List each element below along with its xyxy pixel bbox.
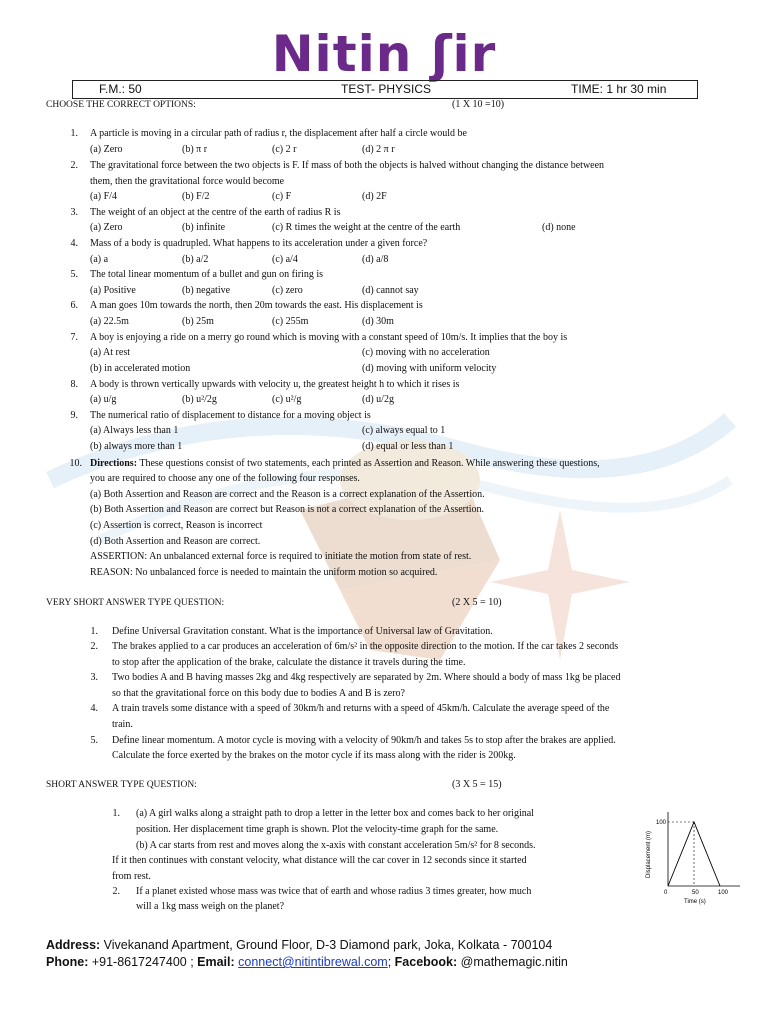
option: (c) 255m (272, 316, 309, 327)
phone-label: Phone: (46, 955, 89, 969)
option: (a) u/g (90, 394, 117, 405)
graph-xlabel: Time (s) (684, 899, 706, 905)
option: (c) u²/g (272, 394, 302, 405)
option: (d) equal or less than 1 (362, 441, 454, 452)
question-number: 7. (70, 332, 78, 343)
sa-heading: SHORT ANSWER TYPE QUESTION: (46, 780, 197, 790)
question-text: Calculate the force exerted by the brakes on the motor cycle if its mass along with the rider is 200kg. (112, 750, 516, 761)
option: (b) F/2 (182, 191, 210, 202)
question-text: The brakes applied to a car produces an acceleration of 6m/s² in the opposite direction to the motion. If the car takes 2 seconds (112, 641, 619, 652)
option: (c) R times the weight at the centre of the earth (272, 222, 461, 233)
sa-marks: (3 X 5 = 15) (452, 779, 502, 790)
question-text: If a planet existed whose mass was twice that of earth and whose radius 3 times greater, how much (136, 886, 532, 897)
question-text: (b) A car starts from rest and moves along the x-axis with constant acceleration 5m/s² for 8 seconds. (136, 840, 536, 851)
address-text: Vivekanand Apartment, Ground Floor, D-3 Diamond park, Joka, Kolkata - 700104 (100, 938, 553, 952)
question-text: so that the gravitational force on this body due to bodies A and B is zero? (112, 688, 405, 699)
test-time: TIME: 1 hr 30 min (571, 82, 667, 96)
facebook-text: @mathemagic.nitin (457, 955, 568, 969)
question-number: 2. (70, 160, 78, 171)
question-number: 2. (112, 886, 120, 897)
graph-xtick: 100 (718, 890, 729, 896)
question-text: them, then the gravitational force would become (90, 176, 285, 187)
graph-xtick: 0 (664, 890, 668, 896)
question-text: Define linear momentum. A motor cycle is moving with a velocity of 90km/h and takes 5s to stop after the brakes are applied. (112, 735, 616, 746)
option: (a) a (90, 254, 109, 265)
option: (d) moving with uniform velocity (362, 363, 497, 374)
question-text: (c) Assertion is correct, Reason is incorrect (90, 520, 263, 531)
question-text: The total linear momentum of a bullet and gun on firing is (90, 269, 324, 280)
option: (a) At rest (90, 347, 130, 358)
mcq-heading: CHOOSE THE CORRECT OPTIONS: (46, 100, 196, 110)
contact-line (46, 955, 568, 969)
address-line (46, 938, 552, 952)
option: (b) u²/2g (182, 394, 217, 405)
question-text: A boy is enjoying a ride on a merry go round which is moving with a constant speed of 10m/s. It implies that the boy is (90, 332, 568, 343)
option: (c) zero (272, 285, 303, 296)
separator: ; (387, 955, 395, 969)
mcq-marks: (1 X 10 =10) (452, 99, 505, 110)
option: (b) negative (182, 285, 231, 296)
displacement-time-graph (640, 806, 750, 906)
question-text: (b) Both Assertion and Reason are correct but Reason is not a correct explanation of the Assertion. (90, 504, 485, 515)
question-number: 9. (70, 410, 78, 421)
question-number: 3. (90, 672, 98, 683)
question-number: 4. (90, 703, 98, 714)
question-number: 10. (69, 458, 82, 469)
question-text: from rest. (112, 871, 151, 882)
option: (a) 22.5m (90, 316, 129, 327)
option: (d) none (542, 222, 576, 233)
option: (b) infinite (182, 222, 226, 233)
option: (d) a/8 (362, 254, 389, 265)
question-number: 2. (90, 641, 98, 652)
question-text: REASON: No unbalanced force is needed to maintain the uniform motion so acquired. (90, 567, 438, 578)
option: (c) F (272, 191, 292, 202)
question-text: train. (112, 719, 133, 730)
brand-logo: Nitin ʃir (271, 25, 497, 83)
question-text: If it then continues with constant velocity, what distance will the car cover in 12 seconds since it started (112, 855, 527, 866)
option: (a) F/4 (90, 191, 117, 202)
question-text: A particle is moving in a circular path of radius r, the displacement after half a circle would be (90, 128, 467, 139)
question-text: Two bodies A and B having masses 2kg and 4kg respectively are separated by 2m. Where should a body of mass 1kg be placed (112, 672, 621, 683)
facebook-label: Facebook: (394, 955, 458, 969)
option: (c) moving with no acceleration (362, 347, 490, 358)
option: (a) Always less than 1 (90, 425, 179, 436)
graph-xtick: 50 (692, 890, 699, 896)
question-text: The gravitational force between the two objects is F. If mass of both the objects is halved without changing the distance between (90, 160, 605, 171)
question-text: will a 1kg mass weigh on the planet? (136, 901, 285, 912)
question-text: A body is thrown vertically upwards with velocity u, the greatest height h to which it rises is (90, 379, 460, 390)
question-number: 1. (90, 626, 98, 637)
question-number: 1. (70, 128, 78, 139)
graph-ylabel: Displacement (m) (646, 830, 652, 878)
option: (b) a/2 (182, 254, 209, 265)
question-number: 6. (70, 300, 78, 311)
vsa-marks: (2 X 5 = 10) (452, 597, 502, 608)
option: (b) π r (182, 144, 208, 155)
question-text: (a) Both Assertion and Reason are correct and the Reason is a correct explanation of the Assertion. (90, 489, 485, 500)
question-number: 1. (112, 808, 120, 819)
option: (b) 25m (182, 316, 214, 327)
graph-ytick: 100 (656, 820, 667, 826)
full-marks: F.M.: 50 (99, 82, 142, 96)
email-label: Email: (197, 955, 235, 969)
option: (b) in accelerated motion (90, 363, 191, 374)
directions-label: Directions: (90, 458, 138, 469)
option: (d) 2 π r (362, 144, 395, 155)
question-number: 4. (70, 238, 78, 249)
option: (d) 2F (362, 191, 387, 202)
question-text: (d) Both Assertion and Reason are correct. (90, 536, 261, 547)
question-text: (a) A girl walks along a straight path to drop a letter in the letter box and comes back to her original (136, 808, 534, 819)
question-number: 5. (90, 735, 98, 746)
question-text: ASSERTION: An unbalanced external force is required to initiate the motion from state of rest. (90, 551, 472, 562)
email-link[interactable]: connect@nitintibrewal.com (238, 955, 388, 969)
option: (d) 30m (362, 316, 394, 327)
phone-text: +91-8617247400 ; (88, 955, 198, 969)
question-text: A train travels some distance with a speed of 30km/h and returns with a speed of 45km/h. Calculate the average speed of the (112, 703, 610, 714)
question-text: The weight of an object at the centre of the earth of radius R is (90, 207, 341, 218)
option: (b) always more than 1 (90, 441, 183, 452)
question-number: 3. (70, 207, 78, 218)
test-header-box (72, 80, 698, 99)
question-text: Define Universal Gravitation constant. What is the importance of Universal law of Gravitation. (112, 626, 493, 637)
question-number: 5. (70, 269, 78, 280)
option: (a) Positive (90, 285, 136, 296)
question-text: to stop after the application of the brake, calculate the distance it travels during the time. (112, 657, 466, 668)
question-text: A man goes 10m towards the north, then 20m towards the east. His displacement is (90, 300, 423, 311)
directions-text: These questions consist of two statements, each printed as Assertion and Reason. While answering these questions, (137, 458, 600, 469)
question-text: Mass of a body is quadrupled. What happens to its acceleration under a given force? (90, 238, 428, 249)
option: (a) Zero (90, 222, 123, 233)
question-text: you are required to choose any one of the following four responses. (90, 473, 360, 484)
address-label: Address: (46, 938, 101, 952)
option: (d) u/2g (362, 394, 394, 405)
test-title: TEST- PHYSICS (341, 82, 432, 96)
question-text: position. Her displacement time graph is shown. Plot the velocity-time graph for the same. (136, 824, 499, 835)
option: (a) Zero (90, 144, 123, 155)
option: (c) 2 r (272, 144, 297, 155)
vsa-heading: VERY SHORT ANSWER TYPE QUESTION: (46, 598, 225, 608)
option: (d) cannot say (362, 285, 419, 296)
option: (c) a/4 (272, 254, 298, 265)
question-text: The numerical ratio of displacement to distance for a moving object is (90, 410, 371, 421)
question-number: 8. (70, 379, 78, 390)
question-text (90, 458, 600, 470)
option: (c) always equal to 1 (362, 425, 446, 436)
